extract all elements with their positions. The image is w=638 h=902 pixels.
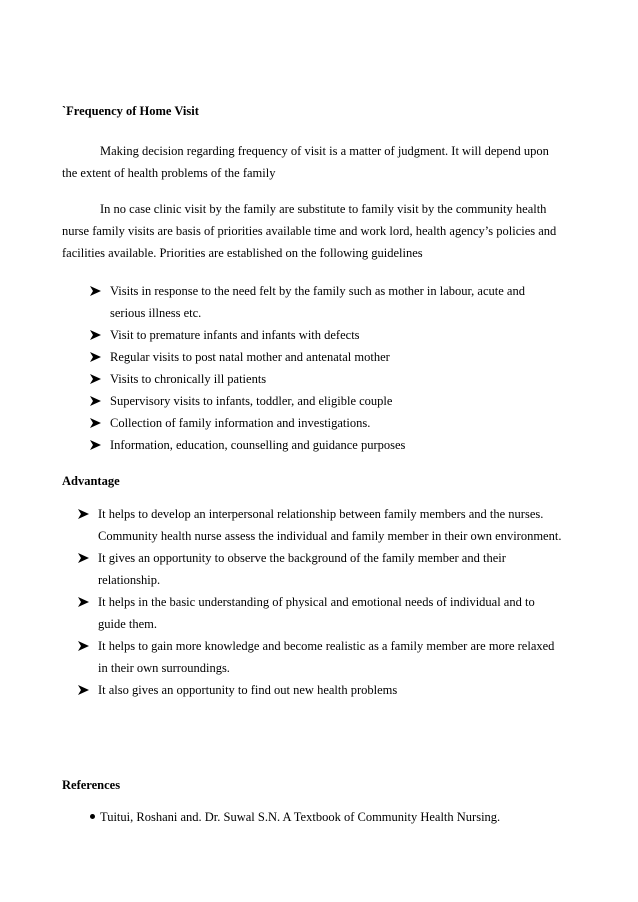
list-item — [90, 346, 552, 368]
list-item-text: It helps to develop an interpersonal relationship between family members and the nurses. Community health nurse assess the individual and family member in their own environment. — [98, 507, 562, 543]
list-item-text: It helps in the basic understanding of physical and emotional needs of individual and to guide them. — [98, 595, 535, 631]
reference-text: Tuitui, Roshani and. Dr. Suwal S.N. A Textbook of Community Health Nursing. — [100, 810, 501, 824]
list-item — [78, 679, 562, 701]
list-item-text: Regular visits to post natal mother and antenatal mother — [110, 350, 390, 364]
list-item-text: Visits in response to the need felt by the family such as mother in labour, acute and serious illness etc. — [110, 284, 525, 320]
list-item-text: Visit to premature infants and infants with defects — [110, 328, 360, 342]
dot-bullet-icon — [90, 814, 95, 819]
list-item-text: Supervisory visits to infants, toddler, and eligible couple — [110, 394, 393, 408]
list-item — [78, 591, 562, 635]
arrow-bullet-icon — [90, 390, 102, 412]
list-item-text: Collection of family information and investigations. — [110, 416, 371, 430]
arrow-bullet-icon — [78, 635, 90, 657]
section-heading-advantage: Advantage — [62, 474, 120, 488]
paragraph-priorities — [62, 198, 562, 264]
arrow-bullet-icon — [90, 324, 102, 346]
guidelines-list — [90, 280, 552, 456]
list-item-text: It helps to gain more knowledge and become realistic as a family member are more relaxed in their own surroundings. — [98, 639, 555, 675]
arrow-bullet-icon — [78, 679, 90, 701]
list-item — [78, 503, 562, 547]
list-item — [90, 434, 552, 456]
paragraph-decision — [62, 140, 560, 184]
reference-item — [62, 806, 598, 828]
list-item — [90, 368, 552, 390]
arrow-bullet-icon — [90, 368, 102, 390]
arrow-bullet-icon — [78, 591, 90, 613]
list-item-text: It gives an opportunity to observe the background of the family member and their relationship. — [98, 551, 506, 587]
paragraph-text: Making decision regarding frequency of visit is a matter of judgment. It will depend upon the extent of health problems of the family — [62, 144, 549, 180]
list-item — [90, 412, 552, 434]
list-item — [78, 635, 562, 679]
references-list — [62, 806, 598, 828]
list-item-text: It also gives an opportunity to find out new health problems — [98, 683, 398, 697]
arrow-bullet-icon — [90, 280, 102, 302]
arrow-bullet-icon — [78, 503, 90, 525]
arrow-bullet-icon — [90, 434, 102, 456]
paragraph-text: In no case clinic visit by the family are substitute to family visit by the community health nurse family visits are basis of priorities available time and work lord, health agency’s policies and facilities available. Priorities are established on the following guidelines — [62, 202, 557, 260]
section-heading-frequency: `Frequency of Home Visit — [62, 104, 199, 118]
arrow-bullet-icon — [90, 412, 102, 434]
list-item-text: Information, education, counselling and guidance purposes — [110, 438, 406, 452]
section-heading-references: References — [62, 778, 121, 792]
advantage-list — [78, 503, 562, 701]
arrow-bullet-icon — [90, 346, 102, 368]
list-item-text: Visits to chronically ill patients — [110, 372, 267, 386]
arrow-bullet-icon — [78, 547, 90, 569]
list-item — [90, 390, 552, 412]
list-item — [90, 280, 552, 324]
list-item — [78, 547, 562, 591]
list-item — [90, 324, 552, 346]
